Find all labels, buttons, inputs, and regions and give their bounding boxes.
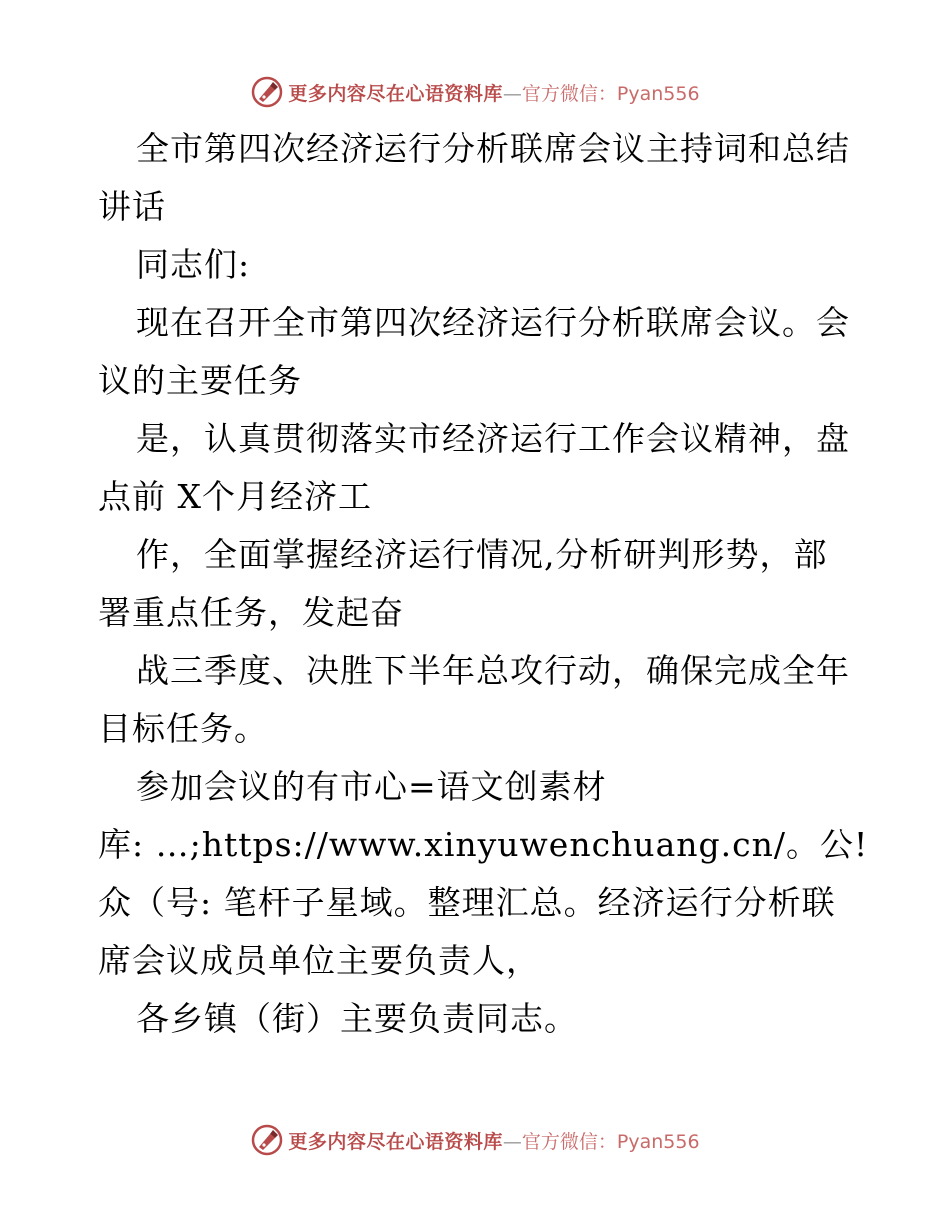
salutation: 同志们: bbox=[136, 245, 251, 284]
footer-banner-text bbox=[288, 1127, 699, 1154]
paragraph-line: 库: …;https://www.xinyuwenchuang.cn/。公! bbox=[98, 825, 869, 864]
document-body bbox=[98, 120, 869, 1048]
footer-brand: 更多内容尽在心语资料库 bbox=[288, 1130, 503, 1153]
footer-banner bbox=[0, 1120, 950, 1160]
paragraph-line: 议的主要任务 bbox=[98, 361, 302, 400]
paragraph-line: 参加会议的有市心=语文创素材 bbox=[136, 767, 607, 806]
header-wechat: 官方微信：Pyan556 bbox=[521, 82, 700, 105]
paragraph-line: 署重点任务，发起奋 bbox=[98, 593, 404, 632]
paragraph-line: 众（号: 笔杆子星域。整理汇总。经济运行分析联 bbox=[98, 883, 836, 922]
paragraph-line: 目标任务。 bbox=[98, 709, 268, 748]
paragraph-line: 战三季度、决胜下半年总攻行动，确保完成全年 bbox=[136, 651, 850, 690]
footer-dash: — bbox=[502, 1130, 522, 1153]
pen-nib-logo-icon bbox=[250, 75, 284, 109]
pen-nib-logo-icon bbox=[250, 1123, 284, 1157]
header-banner-text bbox=[288, 79, 699, 106]
footer-wechat: 官方微信：Pyan556 bbox=[521, 1130, 700, 1153]
header-dash: — bbox=[502, 82, 522, 105]
paragraph-line: 点前 X个月经济工 bbox=[98, 477, 372, 516]
document-title-line-1: 全市第四次经济运行分析联席会议主持词和总结 bbox=[136, 129, 850, 168]
paragraph-line: 作，全面掌握经济运行情况,分析研判形势，部 bbox=[136, 535, 828, 574]
document-title-line-2: 讲话 bbox=[98, 187, 166, 226]
paragraph-line: 现在召开全市第四次经济运行分析联席会议。会 bbox=[136, 303, 850, 342]
paragraph-line: 席会议成员单位主要负责人， bbox=[98, 941, 540, 980]
paragraph-line: 各乡镇（街）主要负责同志。 bbox=[136, 999, 578, 1038]
header-banner bbox=[0, 72, 950, 112]
header-brand: 更多内容尽在心语资料库 bbox=[288, 82, 503, 105]
paragraph-line: 是，认真贯彻落实市经济运行工作会议精神，盘 bbox=[136, 419, 850, 458]
